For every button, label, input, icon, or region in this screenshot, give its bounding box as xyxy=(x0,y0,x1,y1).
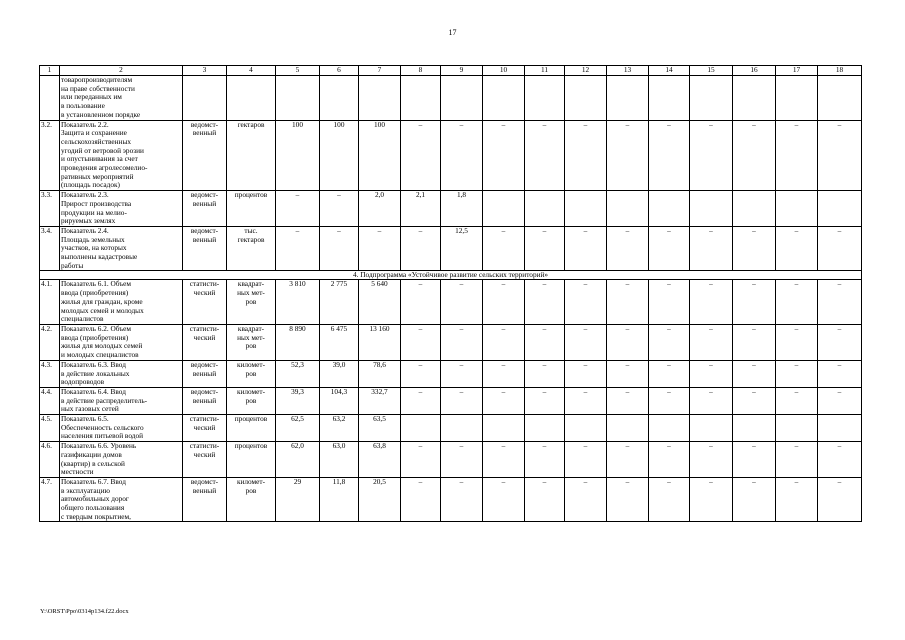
table-cell: – xyxy=(525,226,565,271)
table-cell: – xyxy=(733,280,776,325)
table-cell: – xyxy=(483,442,525,478)
table-cell: – xyxy=(690,442,733,478)
table-cell: 52,3 xyxy=(276,360,320,387)
table-cell: – xyxy=(776,120,818,191)
row-number-cell: 4.5. xyxy=(40,415,60,442)
table-cell: – xyxy=(276,191,320,227)
indicator-name-cell: Показатель 2.2. Защита и сохранение сельскохозяйственных угодий от ветровой эрозии и опустынивания за счет проведения агролесомелио- ративных мероприятий (площадь посадок) xyxy=(60,120,183,191)
table-cell: 63,5 xyxy=(359,415,401,442)
table-cell xyxy=(649,191,690,227)
table-cell: – xyxy=(276,226,320,271)
table-cell: 2,0 xyxy=(359,191,401,227)
table-cell: – xyxy=(565,360,607,387)
table-cell: – xyxy=(776,280,818,325)
table-cell: – xyxy=(483,120,525,191)
table-cell: – xyxy=(401,120,441,191)
table-cell: ведомст- венный xyxy=(183,191,227,227)
table-cell: статисти- ческий xyxy=(183,324,227,360)
column-header: 11 xyxy=(525,66,565,76)
table-cell xyxy=(607,191,649,227)
table-cell: – xyxy=(483,280,525,325)
table-cell: – xyxy=(733,477,776,522)
table-cell: – xyxy=(525,280,565,325)
table-cell: – xyxy=(607,324,649,360)
table-cell: 332,7 xyxy=(359,387,401,414)
table-cell: 20,5 xyxy=(359,477,401,522)
table-cell: километ- ров xyxy=(227,477,276,522)
table-row xyxy=(40,191,862,227)
table-cell: 63,0 xyxy=(320,442,359,478)
table-cell: – xyxy=(733,387,776,414)
table-cell xyxy=(607,415,649,442)
column-header: 7 xyxy=(359,66,401,76)
table-cell: – xyxy=(649,120,690,191)
table-cell xyxy=(441,76,483,121)
row-number-cell: 4.2. xyxy=(40,324,60,360)
table-row xyxy=(40,442,862,478)
row-number-cell: 3.2. xyxy=(40,120,60,191)
table-row xyxy=(40,324,862,360)
table-cell: – xyxy=(649,442,690,478)
table-cell: 3 810 xyxy=(276,280,320,325)
page-number: 17 xyxy=(448,28,457,37)
indicator-name-cell: Показатель 6.5. Обеспеченность сельского населения питьевой водой xyxy=(60,415,183,442)
column-header: 5 xyxy=(276,66,320,76)
table-cell xyxy=(649,76,690,121)
table-row xyxy=(40,477,862,522)
row-number-cell: 4.1. xyxy=(40,280,60,325)
indicators-table xyxy=(39,65,862,522)
table-cell: – xyxy=(441,477,483,522)
table-cell: – xyxy=(733,360,776,387)
table-cell: – xyxy=(401,226,441,271)
table-cell: 6 475 xyxy=(320,324,359,360)
table-cell: ведомст- венный xyxy=(183,120,227,191)
table-cell: процентов xyxy=(227,191,276,227)
table-cell: – xyxy=(607,226,649,271)
column-header: 1 xyxy=(40,66,60,76)
table-cell: 2 775 xyxy=(320,280,359,325)
table-cell: – xyxy=(525,442,565,478)
table-cell: – xyxy=(483,387,525,414)
table-cell: – xyxy=(525,324,565,360)
table-cell: – xyxy=(607,120,649,191)
table-cell: – xyxy=(359,226,401,271)
file-path-footer: Y:\ORST\Ppo\0314p134.f22.docx xyxy=(40,608,129,615)
table-cell: процентов xyxy=(227,442,276,478)
table-cell: 12,5 xyxy=(441,226,483,271)
table-cell: – xyxy=(818,360,862,387)
column-header: 4 xyxy=(227,66,276,76)
table-cell: квадрат- ных мет- ров xyxy=(227,324,276,360)
table-cell: – xyxy=(483,324,525,360)
table-cell: километ- ров xyxy=(227,387,276,414)
table-cell: – xyxy=(401,387,441,414)
table-cell xyxy=(649,415,690,442)
table-cell: 100 xyxy=(276,120,320,191)
table-row xyxy=(40,415,862,442)
row-number-cell: 4.6. xyxy=(40,442,60,478)
table-cell: километ- ров xyxy=(227,360,276,387)
table-cell xyxy=(690,191,733,227)
table-cell: 104,3 xyxy=(320,387,359,414)
table-cell xyxy=(776,415,818,442)
table-cell: 1,8 xyxy=(441,191,483,227)
table-header-row xyxy=(40,66,862,76)
table-cell xyxy=(483,415,525,442)
table-cell: – xyxy=(733,226,776,271)
table-cell: – xyxy=(776,324,818,360)
table-cell: – xyxy=(483,226,525,271)
table-cell: – xyxy=(649,387,690,414)
table-cell: ведомст- венный xyxy=(183,226,227,271)
table-cell xyxy=(818,76,862,121)
column-header: 16 xyxy=(733,66,776,76)
table-cell: – xyxy=(401,324,441,360)
table-cell: – xyxy=(776,442,818,478)
table-cell: статисти- ческий xyxy=(183,442,227,478)
table-cell: – xyxy=(565,477,607,522)
table-cell: 29 xyxy=(276,477,320,522)
table-cell: – xyxy=(483,360,525,387)
indicator-name-cell: Показатель 6.4. Ввод в действие распределитель- ных газовых сетей xyxy=(60,387,183,414)
table-cell xyxy=(441,415,483,442)
table-cell: – xyxy=(776,226,818,271)
table-cell xyxy=(733,191,776,227)
table-cell: – xyxy=(565,280,607,325)
table-cell xyxy=(483,76,525,121)
row-number-cell: 4.4. xyxy=(40,387,60,414)
column-header: 3 xyxy=(183,66,227,76)
indicator-name-cell: Показатель 2.4. Площадь земельных участков, на которых выполнены кадастровые работы xyxy=(60,226,183,271)
table-row xyxy=(40,280,862,325)
table-cell: – xyxy=(565,387,607,414)
column-header: 13 xyxy=(607,66,649,76)
table-cell xyxy=(776,191,818,227)
table-cell: – xyxy=(733,324,776,360)
table-cell: – xyxy=(565,442,607,478)
table-cell: статисти- ческий xyxy=(183,280,227,325)
table-cell xyxy=(565,76,607,121)
table-cell: – xyxy=(733,442,776,478)
table-cell: квадрат- ных мет- ров xyxy=(227,280,276,325)
table-cell xyxy=(483,191,525,227)
table-cell: – xyxy=(818,226,862,271)
table-cell: статисти- ческий xyxy=(183,415,227,442)
section-row xyxy=(40,271,862,280)
table-cell: – xyxy=(818,387,862,414)
table-cell: – xyxy=(483,477,525,522)
table-cell xyxy=(565,415,607,442)
table-cell: 62,5 xyxy=(276,415,320,442)
column-header: 10 xyxy=(483,66,525,76)
table-cell: – xyxy=(818,324,862,360)
section-title: 4. Подпрограмма «Устойчивое развитие сельских территорий» xyxy=(40,271,862,280)
table-cell xyxy=(320,76,359,121)
indicator-name-cell: Показатель 6.2. Объем ввода (приобретения) жилья для молодых семей и молодых специалистов xyxy=(60,324,183,360)
table-cell: 100 xyxy=(320,120,359,191)
table-cell: – xyxy=(401,360,441,387)
table-cell: – xyxy=(525,477,565,522)
table-cell: – xyxy=(607,387,649,414)
table-cell xyxy=(525,76,565,121)
table-cell xyxy=(818,415,862,442)
table-cell: – xyxy=(649,477,690,522)
table-cell: – xyxy=(649,226,690,271)
table-cell xyxy=(776,76,818,121)
table-cell xyxy=(227,76,276,121)
table-cell: – xyxy=(690,387,733,414)
table-row xyxy=(40,226,862,271)
indicator-name-cell: Показатель 6.1. Объем ввода (приобретения) жилья для граждан, кроме молодых семей и молодых специалистов xyxy=(60,280,183,325)
indicator-name-cell: Показатель 6.7. Ввод в эксплуатацию автомобильных дорог общего пользования с твердым покрытием, xyxy=(60,477,183,522)
column-header: 14 xyxy=(649,66,690,76)
table-cell: 8 890 xyxy=(276,324,320,360)
table-cell: – xyxy=(818,120,862,191)
column-header: 6 xyxy=(320,66,359,76)
table-cell: – xyxy=(776,360,818,387)
table-cell: – xyxy=(441,387,483,414)
table-cell xyxy=(690,76,733,121)
column-header: 17 xyxy=(776,66,818,76)
table-cell: тыс. гектаров xyxy=(227,226,276,271)
table-cell: ведомст- венный xyxy=(183,360,227,387)
table-cell xyxy=(733,415,776,442)
table-row xyxy=(40,387,862,414)
table-cell: – xyxy=(607,442,649,478)
indicator-name-cell: Показатель 6.3. Ввод в действие локальных водопроводов xyxy=(60,360,183,387)
table-cell: – xyxy=(565,226,607,271)
table-cell: 39,3 xyxy=(276,387,320,414)
row-number-cell xyxy=(40,76,60,121)
row-number-cell: 3.3. xyxy=(40,191,60,227)
indicator-name-cell: товаропроизводителям на праве собственности или переданных им в пользование в установленном порядке xyxy=(60,76,183,121)
table-cell: – xyxy=(607,280,649,325)
table-cell: – xyxy=(320,226,359,271)
table-cell: 5 640 xyxy=(359,280,401,325)
table-cell: ведомст- венный xyxy=(183,477,227,522)
table-cell xyxy=(818,191,862,227)
table-cell: – xyxy=(690,324,733,360)
table-cell: – xyxy=(401,477,441,522)
table-cell xyxy=(183,76,227,121)
table-cell: – xyxy=(525,360,565,387)
table-cell: – xyxy=(776,477,818,522)
row-number-cell: 3.4. xyxy=(40,226,60,271)
table-cell: – xyxy=(565,324,607,360)
table-cell: – xyxy=(441,120,483,191)
table-cell: – xyxy=(320,191,359,227)
column-header: 12 xyxy=(565,66,607,76)
indicator-name-cell: Показатель 2.3. Прирост производства продукции на мелио- рируемых землях xyxy=(60,191,183,227)
table-cell: – xyxy=(525,387,565,414)
table-cell: – xyxy=(733,120,776,191)
table-cell: – xyxy=(441,324,483,360)
table-cell: – xyxy=(525,120,565,191)
table-cell xyxy=(359,76,401,121)
table-cell xyxy=(401,415,441,442)
table-cell: – xyxy=(818,442,862,478)
table-cell xyxy=(607,76,649,121)
table-cell: 13 160 xyxy=(359,324,401,360)
table-cell: – xyxy=(607,477,649,522)
table-cell: 11,8 xyxy=(320,477,359,522)
table-row xyxy=(40,120,862,191)
row-number-cell: 4.3. xyxy=(40,360,60,387)
table-cell: – xyxy=(649,360,690,387)
table-cell: – xyxy=(565,120,607,191)
table-row xyxy=(40,360,862,387)
table-cell: – xyxy=(818,477,862,522)
table-cell: – xyxy=(401,442,441,478)
table-cell: – xyxy=(690,226,733,271)
column-header: 9 xyxy=(441,66,483,76)
table-cell: 63,8 xyxy=(359,442,401,478)
table-cell: – xyxy=(441,280,483,325)
table-cell: 39,0 xyxy=(320,360,359,387)
table-cell xyxy=(276,76,320,121)
table-cell xyxy=(525,415,565,442)
table-cell: – xyxy=(441,442,483,478)
table-cell: – xyxy=(441,360,483,387)
table-cell: 2,1 xyxy=(401,191,441,227)
table-cell: – xyxy=(690,280,733,325)
table-cell xyxy=(525,191,565,227)
table-cell: процентов xyxy=(227,415,276,442)
table-cell: – xyxy=(818,280,862,325)
table-cell: – xyxy=(776,387,818,414)
table-cell: – xyxy=(690,120,733,191)
table-cell: – xyxy=(649,324,690,360)
table-cell: – xyxy=(607,360,649,387)
table-cell: ведомст- венный xyxy=(183,387,227,414)
indicator-name-cell: Показатель 6.6. Уровень газификации домов (квартир) в сельской местности xyxy=(60,442,183,478)
table-cell: гектаров xyxy=(227,120,276,191)
column-header: 2 xyxy=(60,66,183,76)
table-cell: – xyxy=(690,477,733,522)
row-number-cell: 4.7. xyxy=(40,477,60,522)
column-header: 18 xyxy=(818,66,862,76)
table-cell: 78,6 xyxy=(359,360,401,387)
table-cell xyxy=(690,415,733,442)
table-cell: – xyxy=(649,280,690,325)
table-cell: 62,0 xyxy=(276,442,320,478)
table-row xyxy=(40,76,862,121)
table-cell xyxy=(733,76,776,121)
column-header: 15 xyxy=(690,66,733,76)
table-cell: – xyxy=(690,360,733,387)
table-cell: 100 xyxy=(359,120,401,191)
table-cell xyxy=(401,76,441,121)
table-cell xyxy=(565,191,607,227)
column-header: 8 xyxy=(401,66,441,76)
table-cell: – xyxy=(401,280,441,325)
table-cell: 63,2 xyxy=(320,415,359,442)
